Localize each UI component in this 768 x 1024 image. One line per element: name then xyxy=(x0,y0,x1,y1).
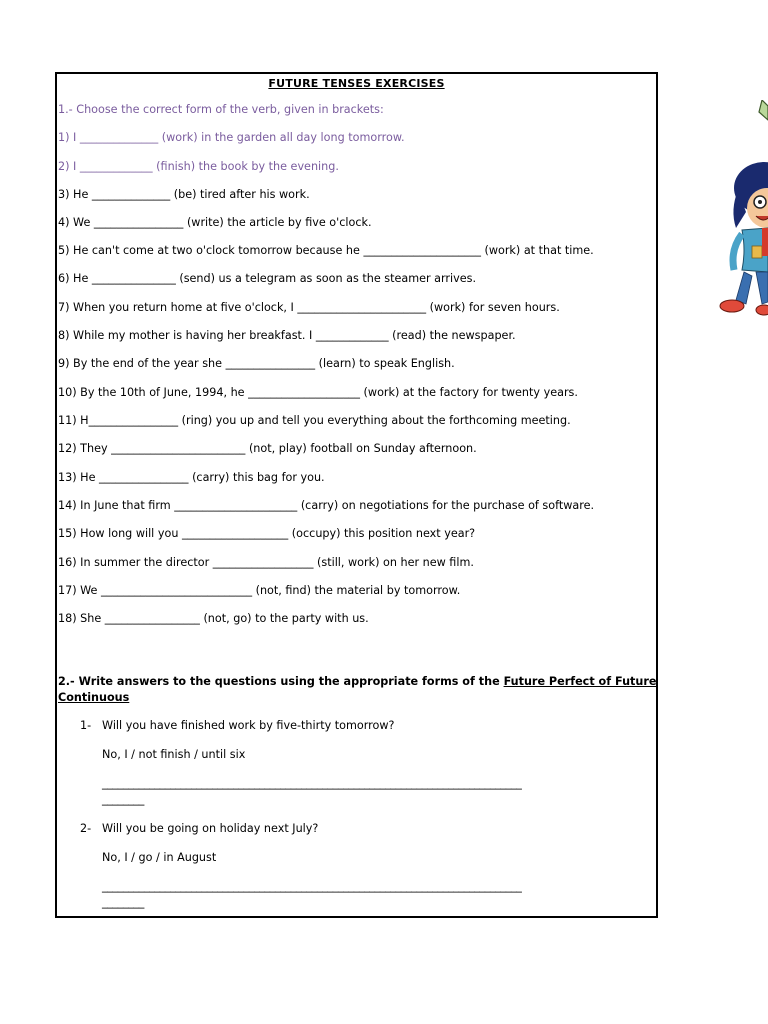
question-number: 1- xyxy=(80,719,92,732)
section2-instruction xyxy=(58,674,658,706)
answer-line: ________ xyxy=(102,793,144,806)
exercise-item: 13) He ________________ (carry) this bag for you. xyxy=(58,471,325,484)
exercise-item: 3) He ______________ (be) tired after his work. xyxy=(58,188,310,201)
exercise-item: 7) When you return home at five o'clock, I _______________________ (work) for seven hours. xyxy=(58,301,560,314)
question-number: 2- xyxy=(80,822,92,835)
exercise-item: 4) We ________________ (write) the article by five o'clock. xyxy=(58,216,372,229)
cartoon-boy-with-glasses-icon xyxy=(712,100,768,340)
section2-instruction-text: 2.- Write answers to the questions using the appropriate forms of the xyxy=(58,675,504,688)
answer-line: ________________________________________________________________________________ xyxy=(102,880,522,893)
exercise-item: 10) By the 10th of June, 1994, he ____________________ (work) at the factory for twenty years. xyxy=(58,386,578,399)
question-text: Will you have finished work by five-thirty tomorrow? xyxy=(102,719,395,732)
section2-tense-names: Future Perfect of Future xyxy=(503,675,657,688)
exercise-item: 1) I ______________ (work) in the garden all day long tomorrow. xyxy=(58,131,405,144)
exercise-item: 16) In summer the director __________________ (still, work) on her new film. xyxy=(58,556,474,569)
question-text: Will you be going on holiday next July? xyxy=(102,822,319,835)
exercise-item: 6) He _______________ (send) us a telegram as soon as the steamer arrives. xyxy=(58,272,477,285)
exercise-item: 14) In June that firm ______________________ (carry) on negotiations for the purchase of software. xyxy=(58,499,595,512)
exercise-item: 17) We ___________________________ (not, find) the material by tomorrow. xyxy=(58,584,461,597)
section2-tense-names-cont: Continuous xyxy=(58,691,130,704)
exercise-item: 8) While my mother is having her breakfast. I _____________ (read) the newspaper. xyxy=(58,329,516,342)
answer-line: ________ xyxy=(102,896,144,909)
worksheet-title: FUTURE TENSES EXERCISES xyxy=(268,77,445,90)
answer-line: ________________________________________________________________________________ xyxy=(102,777,522,790)
exercise-item: 15) How long will you ___________________ (occupy) this position next year? xyxy=(58,527,476,540)
section1-instruction: 1.- Choose the correct form of the verb, given in brackets: xyxy=(58,103,384,116)
exercise-item: 18) She _________________ (not, go) to the party with us. xyxy=(58,612,369,625)
exercise-item: 2) I _____________ (finish) the book by the evening. xyxy=(58,160,339,173)
question-prompt: No, I / go / in August xyxy=(102,851,217,864)
question-prompt: No, I / not finish / until six xyxy=(102,748,246,761)
exercise-item: 9) By the end of the year she ________________ (learn) to speak English. xyxy=(58,357,455,370)
exercise-item: 11) H________________ (ring) you up and tell you everything about the forthcoming meeting. xyxy=(58,414,571,427)
worksheet xyxy=(55,72,658,918)
exercise-item: 12) They ________________________ (not, play) football on Sunday afternoon. xyxy=(58,442,477,455)
exercise-item: 5) He can't come at two o'clock tomorrow because he _____________________ (work) at that time. xyxy=(58,244,594,257)
